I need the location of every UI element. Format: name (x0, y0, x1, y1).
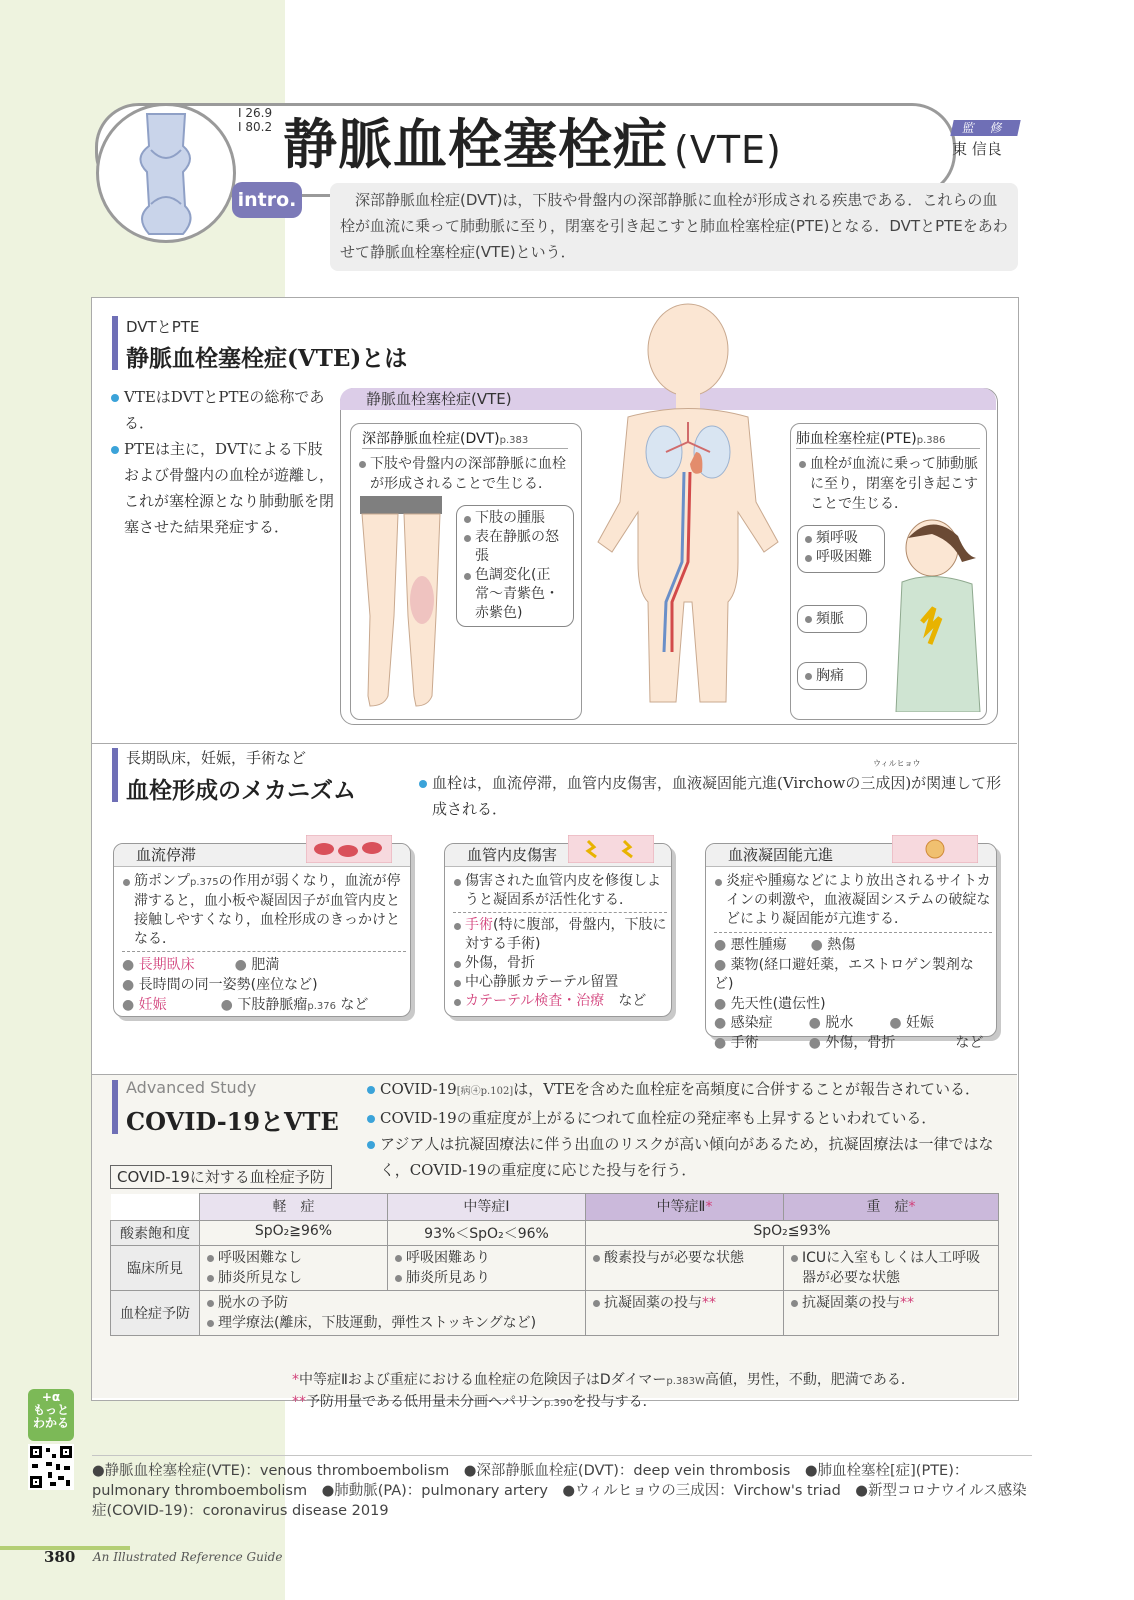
section-title: 血栓形成のメカニズム (126, 777, 356, 804)
stasis-desc: 筋ポンプp.375の作用が弱くなり，血流が停滞すると，血小板や凝固因子が血管内皮と接触しやすくなり，血栓形成のきっかけとなる． (122, 872, 406, 949)
list-item: 下肢の腫脹 (463, 509, 567, 528)
hypercoag-factors: ● 悪性腫瘍 ● 熱傷 ● 薬物(経口避妊薬，エストロゲン製剤など) ● 先天性(遺伝性) ● 感染症 ● 脱水 ● 妊娠 ● 手術 ● 外傷，骨折 など (714, 937, 984, 1051)
list-item: COVID-19の重症度が上がるにつれて血栓症の発症率も上昇するといわれている． (366, 1105, 1006, 1131)
supervisor-label: 監 修 (950, 120, 1020, 136)
card-divider (714, 932, 992, 933)
intro-tag: intro. (232, 182, 302, 218)
vein-illustration-badge (96, 103, 236, 243)
glossary: ●静脈血栓塞栓症(VTE)：venous thromboembolism ●深部静脈血栓症(DVT)：deep vein thrombosis ●肺血栓塞栓[症](PTE)：pulmonary thromboembolism ●肺動脈(PA)：pulmonary artery ●ウィルヒョウの三成因：Virchow's triad ●新型コロナウイルス感染症(COVID-19)：coronavirus disease 2019 (92, 1463, 1027, 1519)
disease-codes: I 26.9 I 80.2 (238, 106, 273, 134)
table-row: 酸素飽和度 SpO₂≧96% 93%＜SpO₂＜96% SpO₂≦93% (111, 1221, 999, 1246)
page-title: 静脈血栓塞栓症 (VTE) (283, 113, 782, 176)
card-divider (122, 951, 406, 952)
supervisor-name: 東 信良 (952, 140, 1002, 158)
dvt-symptoms-callout (456, 505, 574, 627)
more-info-tag: +α もっと わかる (28, 1389, 74, 1441)
qr-code-icon[interactable] (28, 1444, 74, 1490)
vein-icon (99, 106, 233, 240)
stasis-factors: ● 長期臥床 ● 肥満 ● 長時間の同一姿勢(座位など) ● 妊娠 ● 下肢静脈瘤p.376 など (122, 957, 369, 1013)
section-title: 静脈血栓塞栓症(VTE)とは (126, 345, 408, 372)
pte-symptoms-callout (797, 525, 885, 573)
section-marker (112, 1080, 118, 1134)
table-caption: COVID-19に対する血栓症予防 (110, 1165, 332, 1189)
endothelial-factors: 手術(特に腹部，骨盤内，下肢に対する手術) 外傷，骨折 中心静脈カテーテル留置 カテーテル検査・治療 など (453, 916, 667, 1011)
section-title: COVID-19とVTE (126, 1107, 339, 1136)
card-title: 血液凝固能亢進 (706, 844, 996, 867)
patient-illustration (892, 512, 984, 712)
chest-pain-callout: 胸痛 (797, 662, 867, 690)
col-moderate2: 中等症Ⅱ* (586, 1194, 784, 1221)
page-number: 380 (44, 1548, 76, 1566)
card-title: 血流停滞 (114, 844, 410, 867)
col-moderate1: 中等症Ⅰ (388, 1194, 586, 1221)
col-mild: 軽 症 (200, 1194, 388, 1221)
list-item: 呼吸困難 (804, 548, 878, 567)
table-row: 血栓症予防 脱水の予防 理学療法(離床，下肢運動，弾性ストッキングなど) 抗凝固薬の投与** 抗凝固薬の投与** (111, 1291, 999, 1336)
section3-bullets (366, 1076, 1006, 1183)
list-item: 色調変化(正常〜青紫色・赤紫色) (463, 566, 567, 623)
table-row (111, 1194, 999, 1221)
dvt-title: 深部静脈血栓症(DVT)p.383 (362, 428, 568, 449)
table-row: 臨床所見 呼吸困難なし 肺炎所見なし 呼吸困難あり 肺炎所見あり 酸素投与が必要な状態 ICUに入室もしくは人工呼吸器が必要な状態 (111, 1246, 999, 1291)
section-marker (112, 316, 118, 370)
footer-divider (92, 1455, 1032, 1456)
section-kicker: DVTとPTE (126, 318, 200, 336)
list-item: アジア人は抗凝固療法に伴う出血のリスクが高い傾向があるため，抗凝固療法は一律ではなく，COVID-19の重症度に応じた投与を行う． (366, 1131, 1006, 1183)
section-kicker: Advanced Study (126, 1078, 257, 1097)
section-divider (92, 743, 1017, 744)
body-illustration (588, 302, 788, 712)
section-marker (112, 748, 118, 802)
pte-description: 血栓が血流に乗って肺動脈に至り，閉塞を引き起こすことで生じる． (798, 454, 980, 514)
section-kicker: 長期臥床，妊娠，手術など (126, 749, 307, 767)
vte-diagram-title: 静脈血栓塞栓症(VTE) (340, 388, 996, 410)
virchow-ruby: ウィルヒョウ (873, 759, 921, 768)
vessel-injury-icon (568, 835, 654, 863)
legs-illustration (356, 496, 446, 712)
list-item: VTEはDVTとPTEの総称である． (110, 384, 334, 436)
list-item: 表在静脈の怒張 (463, 528, 567, 566)
covid-prophylaxis-table (110, 1193, 999, 1336)
list-item: PTEは主に，DVTによる下肢および骨盤内の血栓が遊離し，これが塞栓源となり肺動脈を閉塞させた結果発症する． (110, 436, 334, 540)
book-title: An Illustrated Reference Guide (93, 1550, 283, 1564)
endothelial-desc: 傷害された血管内皮を修復しようと凝固系が活性化する． (453, 872, 667, 910)
card-title: 血管内皮傷害 (445, 844, 671, 867)
blood-flow-icon (306, 835, 392, 863)
table-footnotes: *中等症Ⅱおよび重症における血栓症の危険因子はDダイマーp.383W高値，男性，不動，肥満である． **予防用量である低用量未分画ヘパリンp.390を投与する． (292, 1372, 915, 1410)
pte-title: 肺血栓塞栓症(PTE)p.386 (796, 428, 980, 449)
section-divider (92, 1074, 1017, 1075)
clot-icon (892, 835, 978, 863)
card-divider (453, 912, 667, 913)
tachycardia-callout: 頻脈 (797, 605, 867, 633)
title-abbreviation: (VTE) (674, 128, 782, 172)
hypercoag-desc: 炎症や腫瘍などにより放出されるサイトカインの刺激や，血液凝固システムの破綻などにより凝固能が亢進する． (714, 872, 992, 929)
intro-text: 深部静脈血栓症(DVT)は，下肢や骨盤内の深部静脈に血栓が形成される疾患である．これらの血栓が血流に乗って肺動脈に至り，閉塞を引き起こすと肺血栓塞栓症(PTE)となる．DVTとPTEをあわせて静脈血栓塞栓症(VTE)という． (330, 183, 1018, 271)
col-severe: 重 症* (784, 1194, 999, 1221)
section2-lead: 血栓は，血流停滞，血管内皮傷害，血液凝固能亢進(Virchowの三成因)が関連して形成される． (418, 770, 1014, 822)
section1-bullets (110, 384, 334, 540)
dvt-description: 下肢や骨盤内の深部静脈に血栓が形成されることで生じる． (358, 454, 576, 494)
list-item: 頻呼吸 (804, 529, 878, 548)
list-item: COVID-19[病④p.102]は，VTEを含めた血栓症を高頻度に合併することが報告されている． (366, 1076, 1006, 1105)
